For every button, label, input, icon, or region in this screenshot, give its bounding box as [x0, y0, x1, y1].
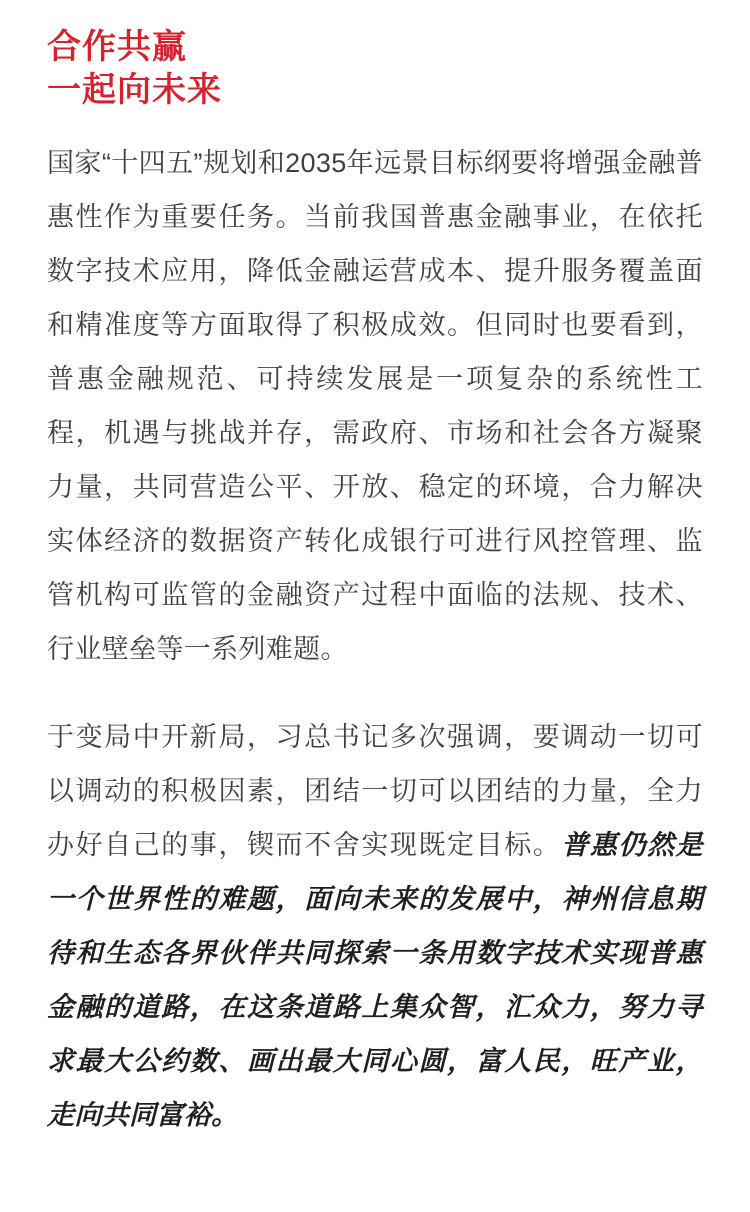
article-title-line1: 合作共赢 — [47, 28, 187, 66]
article-title — [47, 26, 703, 112]
paragraph-future-outlook-emphasis: 普惠仍然是一个世界性的难题，面向未来的发展中，神州信息期待和生态各界伙伴共同探索一条用数字技术实现普惠金融的道路，在这条道路上集众智，汇众力，努力寻求最大公约数、画出最大同心圆，富人民，旺产业，走向共同富裕。 — [47, 830, 703, 1130]
paragraph-policy-overview: 国家“十四五”规划和2035年远景目标纲要将增强金融普惠性作为重要任务。当前我国普惠金融事业，在依托数字技术应用，降低金融运营成本、提升服务覆盖面和精准度等方面取得了积极成效。但同时也要看到，普惠金融规范、可持续发展是一项复杂的系统性工程，机遇与挑战并存，需政府、市场和社会各方凝聚力量，共同营造公平、开放、稳定的环境，合力解决实体经济的数据资产转化成银行可进行风控管理、监管机构可监管的金融资产过程中面临的法规、技术、行业壁垒等一系列难题。 — [47, 148, 703, 664]
paragraph-future-outlook-regular: 于变局中开新局，习总书记多次强调，要调动一切可以调动的积极因素，团结一切可以团结的力量，全力办好自己的事，锲而不舍实现既定目标。 — [47, 722, 703, 860]
paragraph-future-outlook — [47, 710, 703, 1142]
article-title-line2: 一起向未来 — [47, 71, 222, 109]
